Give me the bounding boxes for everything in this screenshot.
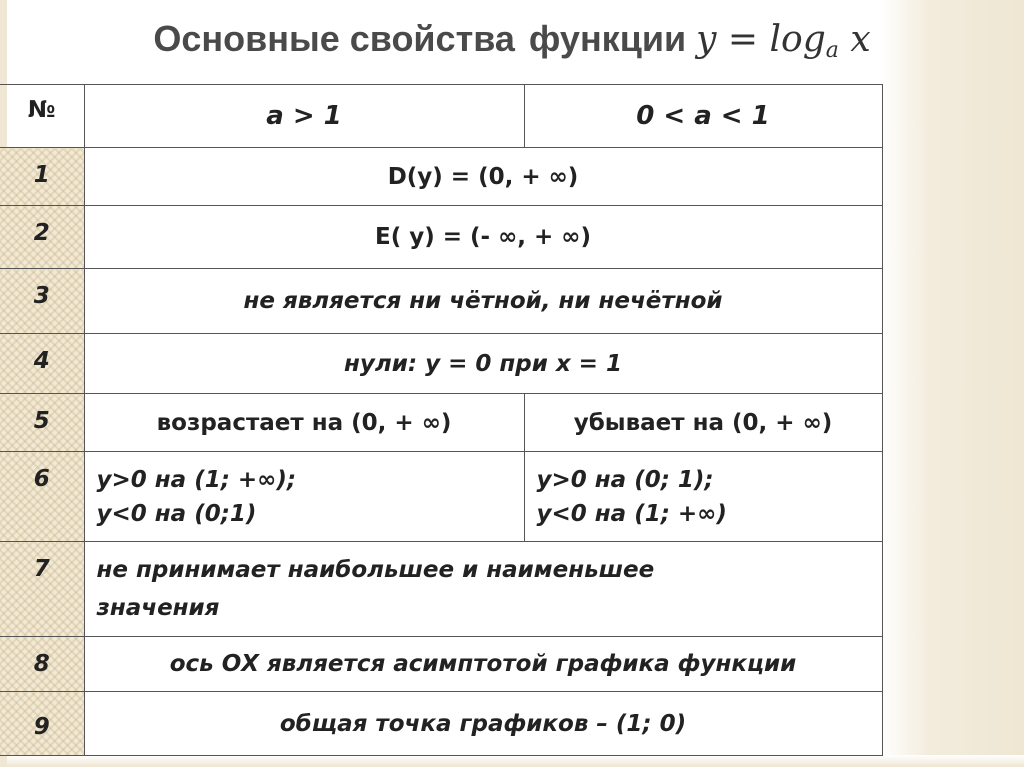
function-y: y [696, 19, 717, 60]
row-text-line: не принимает наибольшее и наименьшее [96, 557, 655, 583]
row-left-line: y>0 на (1; +∞); [96, 466, 297, 493]
row-num: 7 [0, 542, 84, 637]
title-text: Основные свойства [153, 18, 515, 59]
title-function [696, 19, 871, 63]
row-num: 2 [0, 206, 84, 269]
row-num: 4 [0, 334, 84, 394]
table-row [0, 334, 882, 394]
table-row [0, 148, 882, 206]
header-num: № [0, 85, 84, 148]
title-text-2: функции [528, 18, 687, 59]
row-text: D(y) = (0, + ∞) [84, 148, 882, 206]
row-text-line: значения [96, 595, 220, 621]
row-num: 1 [0, 148, 84, 206]
row-num: 6 [0, 452, 84, 542]
row-text [84, 542, 882, 637]
row-num: 9 [0, 692, 84, 756]
row-num: 3 [0, 269, 84, 334]
row-text: нули: y = 0 при x = 1 [84, 334, 882, 394]
row-left: возрастает на (0, + ∞) [84, 394, 524, 452]
row-text: не является ни чётной, ни нечётной [84, 269, 882, 334]
header-a-between: 0 < a < 1 [524, 85, 882, 148]
function-x: x [838, 19, 871, 60]
function-log: log [769, 19, 826, 60]
row-left-line: y<0 на (0;1) [96, 500, 257, 527]
properties-table [0, 84, 883, 756]
function-eq: = [716, 19, 770, 60]
table-row [0, 394, 882, 452]
table-row [0, 542, 882, 637]
row-right-line: y>0 на (0; 1); [536, 466, 714, 493]
table-row [0, 452, 882, 542]
row-text: общая точка графиков – (1; 0) [84, 692, 882, 756]
background-right-texture [880, 0, 1024, 767]
background-bottom-texture [0, 755, 1024, 767]
row-text: E( y) = (- ∞, + ∞) [84, 206, 882, 269]
table-row [0, 269, 882, 334]
function-base: a [825, 38, 839, 63]
row-right-line: y<0 на (1; +∞) [536, 500, 727, 527]
row-right: убывает на (0, + ∞) [524, 394, 882, 452]
row-left [84, 452, 524, 542]
table-row [0, 692, 882, 756]
row-num: 5 [0, 394, 84, 452]
row-right [524, 452, 882, 542]
header-a-gt-1: a > 1 [84, 85, 524, 148]
row-num: 8 [0, 637, 84, 692]
row-text: ось ОХ является асимптотой графика функции [84, 637, 882, 692]
table-header-row [0, 85, 882, 148]
page-title [0, 18, 1024, 63]
table-row [0, 637, 882, 692]
table-row [0, 206, 882, 269]
